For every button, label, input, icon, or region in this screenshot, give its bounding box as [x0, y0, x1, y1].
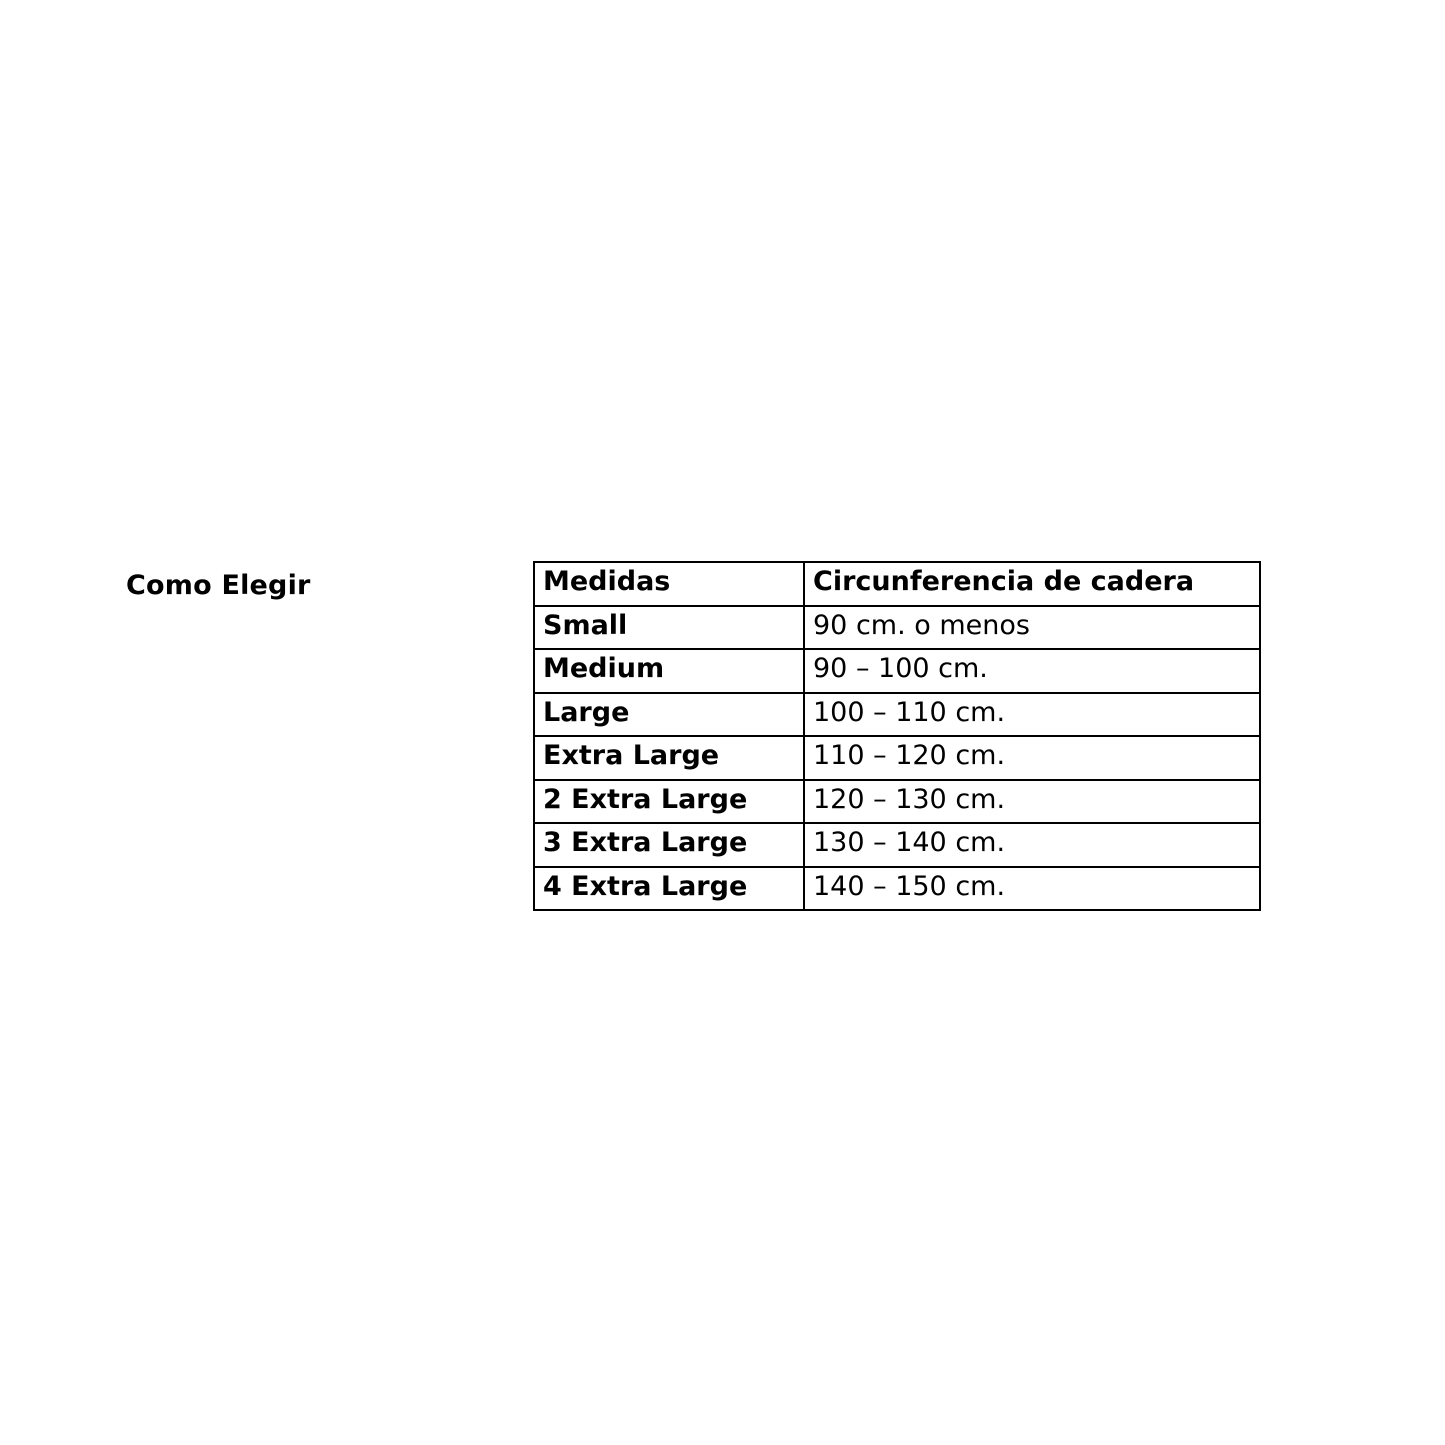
cell-size: Extra Large — [534, 736, 804, 780]
column-header-sizes: Medidas — [534, 562, 804, 606]
page-title: Como Elegir — [126, 570, 311, 601]
table-row — [534, 867, 1260, 911]
cell-size: Small — [534, 606, 804, 650]
cell-size: 2 Extra Large — [534, 780, 804, 824]
table-row — [534, 780, 1260, 824]
cell-measurement: 100 – 110 cm. — [804, 693, 1260, 737]
table-row — [534, 736, 1260, 780]
cell-size: 4 Extra Large — [534, 867, 804, 911]
cell-measurement: 130 – 140 cm. — [804, 823, 1260, 867]
table-row — [534, 606, 1260, 650]
cell-measurement: 90 cm. o menos — [804, 606, 1260, 650]
column-header-measurement: Circunferencia de cadera — [804, 562, 1260, 606]
cell-measurement: 140 – 150 cm. — [804, 867, 1260, 911]
cell-measurement: 90 – 100 cm. — [804, 649, 1260, 693]
cell-size: 3 Extra Large — [534, 823, 804, 867]
cell-measurement: 120 – 130 cm. — [804, 780, 1260, 824]
cell-size: Medium — [534, 649, 804, 693]
size-chart-table — [533, 561, 1261, 911]
table-row — [534, 649, 1260, 693]
table-row — [534, 693, 1260, 737]
table-header-row — [534, 562, 1260, 606]
cell-size: Large — [534, 693, 804, 737]
cell-measurement: 110 – 120 cm. — [804, 736, 1260, 780]
table-row — [534, 823, 1260, 867]
